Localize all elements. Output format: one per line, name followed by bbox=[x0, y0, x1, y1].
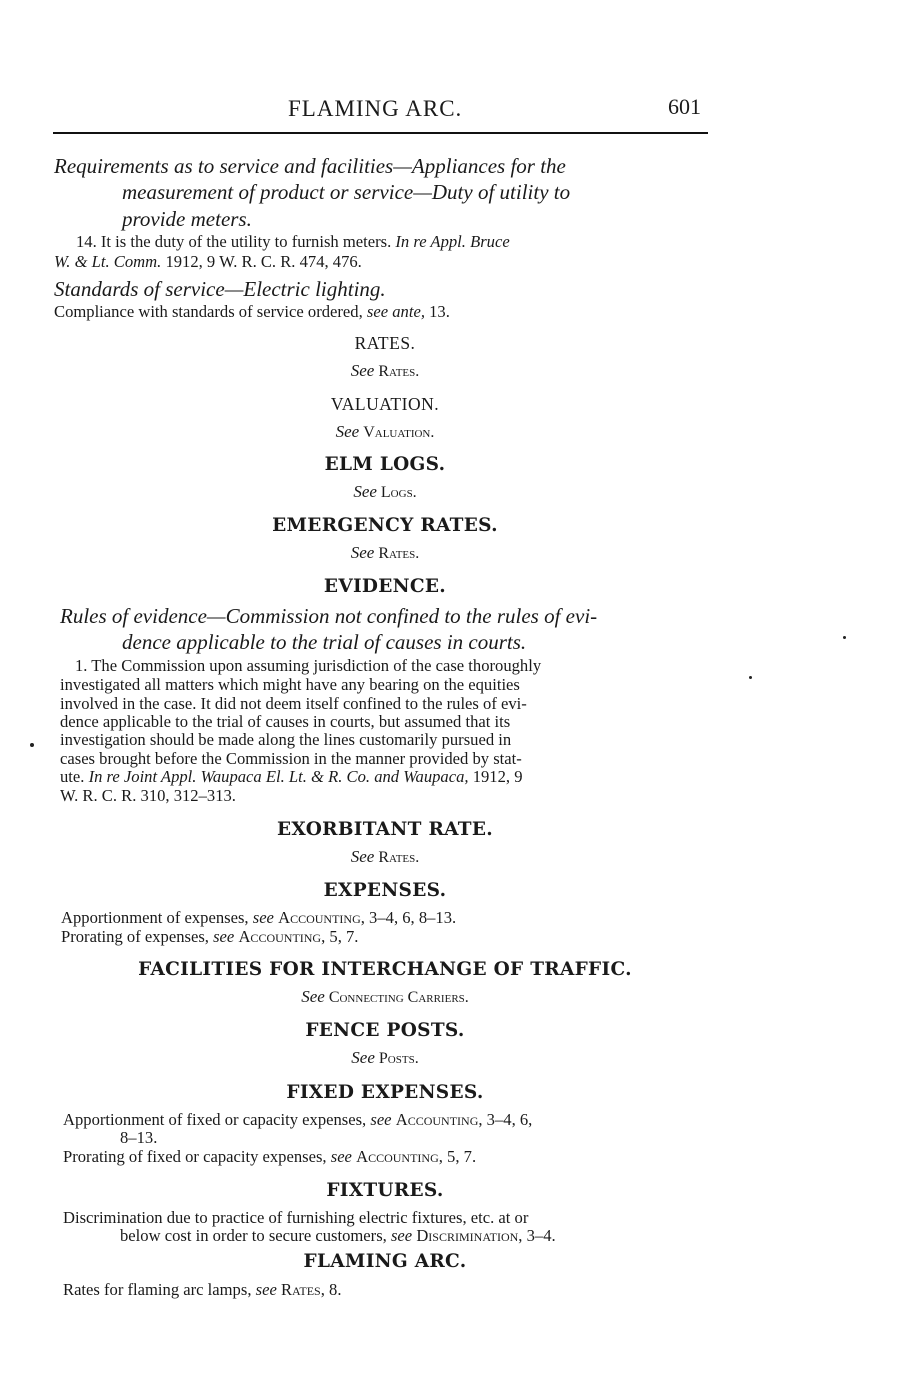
fixed-text: Prorating of fixed or capacity expenses, bbox=[63, 1147, 327, 1166]
cross-reference: Valuation. bbox=[363, 424, 435, 441]
rates-heading: RATES. bbox=[354, 333, 416, 353]
reference-numbers: 5, 7. bbox=[447, 1147, 477, 1166]
standards-text bbox=[54, 302, 450, 322]
reference-numbers: 8. bbox=[329, 1280, 342, 1299]
flaming-arc-heading: FLAMING ARC. bbox=[303, 1251, 467, 1272]
reference-numbers: 3–4. bbox=[526, 1226, 556, 1245]
cross-reference: Accounting, bbox=[278, 908, 365, 927]
fixtures-line-2 bbox=[120, 1226, 556, 1246]
see-word: see bbox=[252, 908, 274, 927]
cross-reference: Posts. bbox=[378, 1050, 419, 1067]
see-word: see bbox=[330, 1147, 352, 1166]
evidence-para-line-5: investigation should be made along the lines customarily pursued in bbox=[60, 730, 512, 749]
expenses-text: Apportionment of expenses, bbox=[61, 908, 249, 927]
flaming-text: Rates for flaming arc lamps, bbox=[63, 1280, 252, 1299]
evidence-subheading-line-1: Rules of evidence—Commission not confined to the rules of evi- bbox=[60, 604, 598, 628]
see-word: see bbox=[255, 1280, 277, 1299]
see-word: see bbox=[366, 302, 389, 321]
valuation-see-line bbox=[0, 422, 770, 442]
valuation-heading: VALUATION. bbox=[330, 394, 440, 414]
evidence-para-line-1: 1. The Commission upon assuming jurisdiction of the case thoroughly bbox=[75, 656, 542, 675]
cross-reference: Discrimination, bbox=[416, 1226, 523, 1245]
exorbitant-rate-see-line bbox=[0, 847, 770, 867]
fixed-expenses-heading: FIXED EXPENSES. bbox=[286, 1082, 484, 1103]
p14-case-name: In re Appl. Bruce bbox=[395, 232, 510, 251]
see-word: See bbox=[350, 361, 375, 380]
standards-text-main: Compliance with standards of service ordered, bbox=[54, 302, 363, 321]
evidence-case-name: In re Joint Appl. Waupaca El. Lt. & R. Co. and Waupaca, bbox=[88, 767, 469, 786]
paragraph-14-line-1 bbox=[76, 232, 510, 252]
see-word: See bbox=[301, 987, 325, 1006]
see-word: see bbox=[370, 1110, 392, 1129]
standards-text-ref: 13. bbox=[429, 302, 450, 321]
see-word: See bbox=[350, 543, 375, 562]
reference-numbers: 3–4, 6, 8–13. bbox=[369, 908, 457, 927]
evidence-para-line-7 bbox=[60, 767, 522, 787]
see-word: See bbox=[351, 1048, 375, 1067]
evidence-para-line-8: W. R. C. R. 310, 312–313. bbox=[60, 786, 236, 805]
cross-reference: Accounting, bbox=[395, 1110, 483, 1129]
fixed-text: Apportionment of fixed or capacity expenses, bbox=[63, 1110, 367, 1129]
evidence-para-line-3: involved in the case. It did not deem itself confined to the rules of evi- bbox=[60, 694, 527, 713]
standards-subheading: Standards of service—Electric lighting. bbox=[54, 277, 386, 301]
facilities-see-line bbox=[0, 987, 770, 1007]
see-word: See bbox=[350, 847, 375, 866]
evidence-text: ute. bbox=[60, 767, 85, 786]
req-subheading-line-3: provide meters. bbox=[122, 207, 252, 231]
cross-reference: Rates. bbox=[378, 363, 420, 380]
fixtures-line-1: Discrimination due to practice of furnishing electric fixtures, etc. at or bbox=[63, 1208, 529, 1227]
rates-see-line bbox=[0, 361, 770, 381]
header-rule bbox=[53, 132, 708, 134]
fixtures-heading: FIXTURES. bbox=[326, 1180, 444, 1201]
cross-reference: Accounting, bbox=[356, 1147, 443, 1166]
fixed-expenses-line-1 bbox=[63, 1110, 532, 1130]
exorbitant-rate-heading: EXORBITANT RATE. bbox=[277, 819, 493, 840]
see-word: see bbox=[213, 927, 235, 946]
scan-speck bbox=[749, 676, 752, 679]
req-subheading-line-1: Requirements as to service and facilities—Appliances for the bbox=[54, 154, 566, 178]
fence-posts-heading: FENCE POSTS. bbox=[305, 1020, 465, 1041]
evidence-para-line-4: dence applicable to the trial of causes in courts, but assumed that its bbox=[60, 712, 511, 731]
emergency-rates-heading: EMERGENCY RATES. bbox=[272, 515, 498, 536]
evidence-subheading-line-2: dence applicable to the trial of causes in courts. bbox=[122, 630, 527, 654]
p14-case-name-cont: W. & Lt. Comm. bbox=[54, 252, 162, 271]
see-word: See bbox=[335, 422, 360, 441]
expenses-text: Prorating of expenses, bbox=[61, 927, 209, 946]
emergency-rates-see-line bbox=[0, 543, 770, 563]
cross-reference: Accounting, bbox=[238, 927, 326, 946]
req-subheading-line-2: measurement of product or service—Duty of utility to bbox=[122, 180, 571, 204]
expenses-heading: EXPENSES. bbox=[323, 880, 447, 901]
scan-speck bbox=[30, 743, 34, 747]
see-word: see bbox=[390, 1226, 413, 1245]
paragraph-14-line-2 bbox=[54, 252, 362, 272]
page-number: 601 bbox=[668, 94, 701, 119]
evidence-heading: EVIDENCE. bbox=[323, 576, 447, 597]
fixed-expenses-line-1-cont: 8–13. bbox=[120, 1128, 158, 1147]
scan-speck bbox=[843, 636, 846, 639]
cross-reference: Rates, bbox=[280, 1280, 325, 1299]
p14-citation: 1912, 9 W. R. C. R. 474, 476. bbox=[165, 252, 362, 271]
cross-reference: Rates. bbox=[378, 849, 420, 866]
fixtures-text: below cost in order to secure customers, bbox=[120, 1226, 387, 1245]
evidence-para-line-6: cases brought before the Commission in the manner provided by stat- bbox=[60, 749, 522, 768]
elm-logs-see-line bbox=[0, 482, 770, 502]
running-title: FLAMING ARC. bbox=[288, 96, 463, 121]
expenses-line-2 bbox=[61, 927, 358, 947]
fence-posts-see-line bbox=[0, 1048, 770, 1068]
p14-text: 14. It is the duty of the utility to furnish meters. bbox=[76, 232, 392, 251]
fixed-expenses-line-2 bbox=[63, 1147, 476, 1167]
reference-numbers: 5, 7. bbox=[329, 927, 359, 946]
ante-word: ante, bbox=[392, 302, 425, 321]
cross-reference: Logs. bbox=[380, 484, 417, 501]
reference-numbers: 3–4, 6, bbox=[486, 1110, 533, 1129]
flaming-arc-line bbox=[63, 1280, 341, 1300]
evidence-citation: 1912, 9 bbox=[472, 767, 523, 786]
elm-logs-heading: ELM LOGS. bbox=[324, 454, 446, 475]
expenses-line-1 bbox=[61, 908, 456, 928]
facilities-heading: FACILITIES FOR INTERCHANGE OF TRAFFIC. bbox=[138, 959, 632, 980]
cross-reference: Connecting Carriers. bbox=[328, 989, 469, 1006]
see-word: See bbox=[353, 482, 377, 501]
evidence-para-line-2: investigated all matters which might have any bearing on the equities bbox=[60, 675, 520, 694]
cross-reference: Rates. bbox=[378, 545, 420, 562]
